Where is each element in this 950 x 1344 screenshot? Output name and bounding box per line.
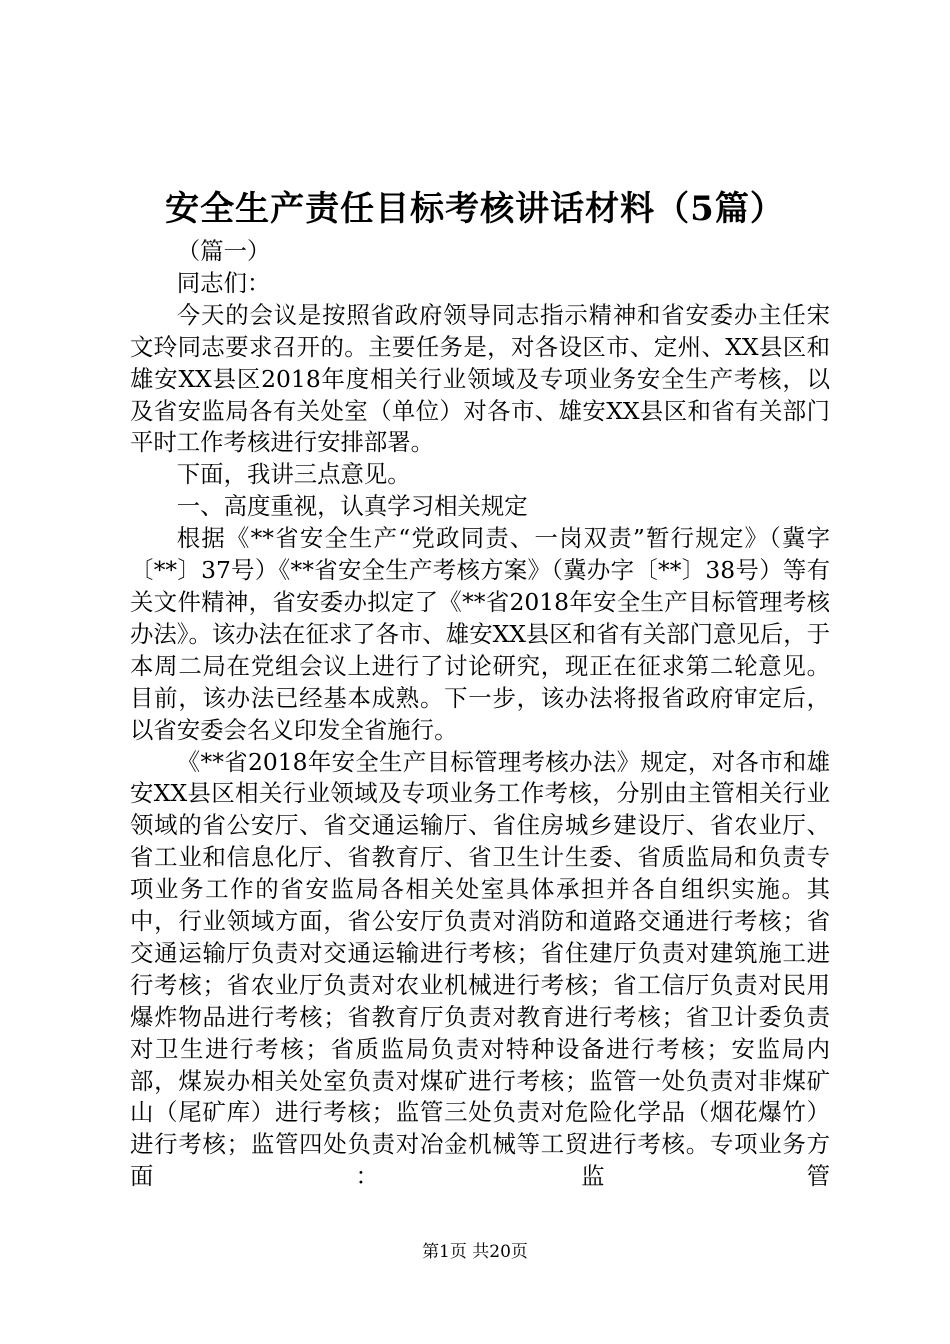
paragraph: 今天的会议是按照省政府领导同志指示精神和省安委办主任宋文玲同志要求召开的。主要任务是，对各设区市、定州、XX县区和雄安XX县区2018年度相关行业领域及专项业务安全生产考核，以及省安监局各有关处室（单位）对各市、雄安XX县区和省有关部门平时工作考核进行安排部署。 [130,300,830,457]
page-number: 第1页 共20页 [422,1242,528,1262]
salutation: 同志们： [176,268,271,297]
section-label: （篇一） [176,237,271,265]
paragraph: 根据《**省安全生产“党政同责、一岗双责”暂行规定》（冀字〔**〕37号）《**省安全生产考核方案》（冀办字〔**〕38号）等有关文件精神，省安委办拟定了《**省2018年安全生产目标管理考核办法》。该办法在征求了各市、雄安XX县区和省有关部门意见后，于本周二局在党组会议上进行了讨论研究，现正在征求第二轮意见。目前，该办法已经基本成熟。下一步，该办法将报省政府审定后，以省安委会名义印发全省施行。 [130,524,830,744]
paragraph: 下面，我讲三点意见。 [176,460,411,489]
section-heading: 一、高度重视，认真学习相关规定 [176,492,528,521]
paragraph: 《**省2018年安全生产目标管理考核办法》规定，对各市和雄安XX县区相关行业领域及专项业务工作考核，分别由主管相关行业领域的省公安厅、省交通运输厅、省住房城乡建设厅、省农业厅、省工业和信息化厅、省教育厅、省卫生计生委、省质监局和负责专项业务工作的省安监局各相关处室具体承担并各自组织实施。其中，行业领域方面，省公安厅负责对消防和道路交通进行考核；省交通运输厅负责对交通运输进行考核；省住建厅负责对建筑施工进行考核；省农业厅负责对农业机械进行考核；省工信厅负责对民用爆炸物品进行考核；省教育厅负责对教育进行考核；省卫计委负责对卫生进行考核；省质监局负责对特种设备进行考核；安监局内部，煤炭办相关处室负责对煤矿进行考核；监管一处负责对非煤矿山（尾矿库）进行考核；监管三处负责对危险化学品（烟花爆竹）进行考核；监管四处负责对冶金机械等工贸进行考核。专项业务方面：监管 [130,747,830,1191]
document-body [130,236,830,1193]
document-title: 安全生产责任目标考核讲话材料（5篇） [165,189,785,229]
